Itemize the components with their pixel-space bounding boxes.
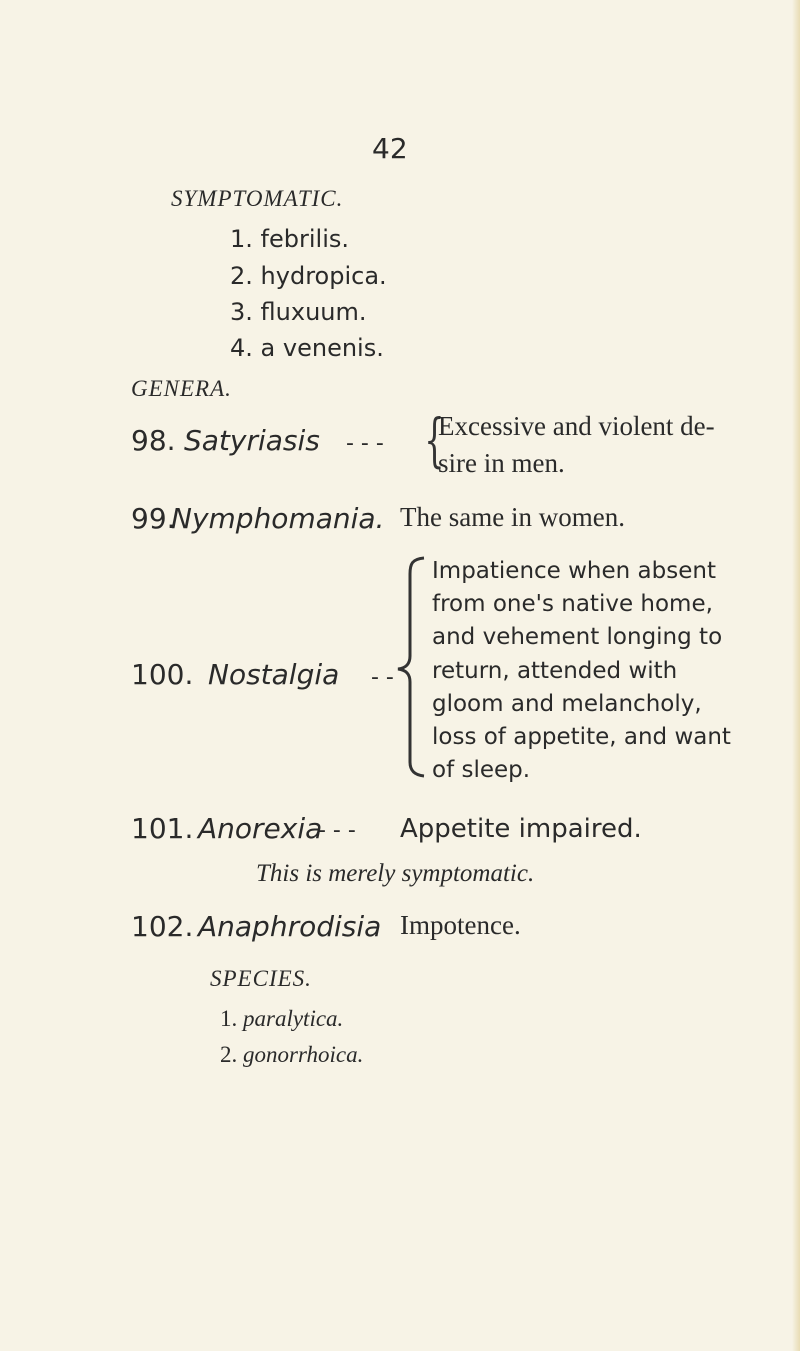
genus-description: of sleep. <box>432 757 531 783</box>
brace: { <box>424 406 445 474</box>
species-item: 2. gonorrhoica. <box>220 1042 364 1067</box>
genus-number: 99. <box>131 502 176 535</box>
genus-name: Nostalgia <box>208 658 340 691</box>
genus-description: return, attended with <box>432 658 678 684</box>
genus-number: 98. <box>131 424 176 457</box>
brace <box>394 556 428 778</box>
genera-heading: GENERA. <box>131 376 232 401</box>
genus-name: Anaphrodisia <box>198 910 382 943</box>
leader-dashes: - - <box>371 665 394 690</box>
genus-description: sire in men. <box>438 448 565 478</box>
symptomatic-item: 3. fluxuum. <box>230 298 367 326</box>
genus-description: gloom and melancholy, <box>432 691 702 717</box>
genus-name: Anorexia <box>198 812 323 845</box>
page-edge-shadow <box>792 0 800 1351</box>
genus-description: Impatience when absent <box>432 558 716 584</box>
genus-description: The same in women. <box>400 502 625 532</box>
leader-dashes: - - - <box>318 818 356 843</box>
genus-number: 102. <box>131 910 194 943</box>
genus-description: Appetite impaired. <box>400 814 642 844</box>
genus-name: Satyriasis <box>184 424 320 457</box>
symptomatic-item: 2. hydropica. <box>230 262 387 290</box>
genus-description: Impotence. <box>400 910 521 940</box>
species-heading: SPECIES. <box>210 966 312 991</box>
symptomatic-heading: SYMPTOMATIC. <box>171 186 344 211</box>
leader-dashes: - - - <box>346 431 384 456</box>
symptomatic-item: 4. a venenis. <box>230 334 384 362</box>
page-number: 42 <box>372 132 408 165</box>
genus-name: Nymphomania. <box>171 502 385 535</box>
symptomatic-item: 1. febrilis. <box>230 225 349 253</box>
species-item: 1. paralytica. <box>220 1006 344 1031</box>
genus-description: and vehement longing to <box>432 624 723 650</box>
genus-description: from one's native home, <box>432 591 713 617</box>
genus-number: 101. <box>131 812 194 845</box>
genus-number: 100. <box>131 658 194 691</box>
genus-note: This is merely symptomatic. <box>256 860 535 887</box>
genus-description: loss of appetite, and want <box>432 724 731 750</box>
genus-description: Excessive and violent de- <box>438 411 715 441</box>
